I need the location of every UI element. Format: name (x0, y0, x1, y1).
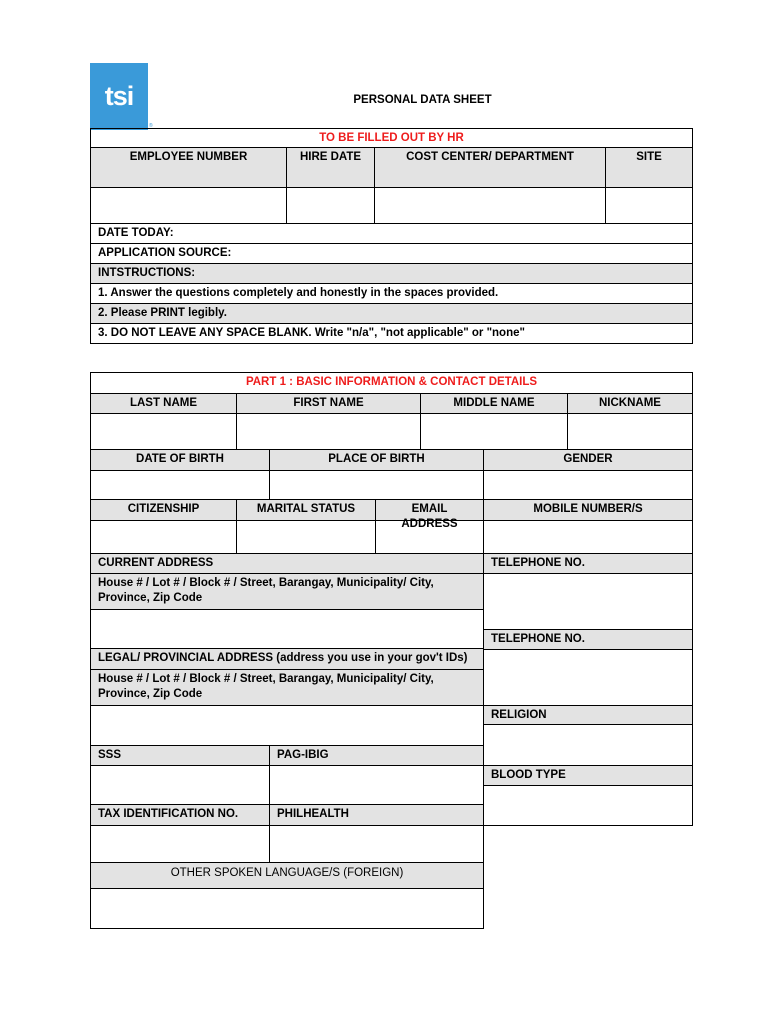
header-religion: RELIGION (483, 705, 693, 725)
marital-status-field[interactable] (236, 520, 376, 554)
cost-center-field[interactable] (374, 187, 606, 224)
instructions-header: INTSTRUCTIONS: (90, 263, 693, 284)
header-philhealth: PHILHEALTH (269, 804, 484, 826)
citizenship-field[interactable] (90, 520, 237, 554)
header-last-name: LAST NAME (90, 393, 237, 414)
header-mobile-numbers: MOBILE NUMBER/S (483, 499, 693, 521)
middle-name-field[interactable] (420, 413, 568, 450)
header-middle-name: MIDDLE NAME (420, 393, 568, 414)
header-blood-type: BLOOD TYPE (483, 765, 693, 786)
current-address-format: House # / Lot # / Block # / Street, Barangay, Municipality/ City, Province, Zip Code (90, 573, 484, 610)
page-title: PERSONAL DATA SHEET (353, 94, 492, 106)
mobile-numbers-field[interactable] (483, 520, 693, 554)
telephone-field[interactable] (483, 649, 693, 706)
trademark-mark: ® (149, 123, 153, 129)
header-gender: GENDER (483, 449, 693, 471)
blood-type-field[interactable] (483, 785, 693, 826)
place-of-birth-field[interactable] (269, 470, 484, 500)
header-telephone: TELEPHONE NO. (483, 553, 693, 574)
gender-field[interactable] (483, 470, 693, 500)
header-sss: SSS (90, 745, 270, 766)
header-legal-address: LEGAL/ PROVINCIAL ADDRESS (address you use in your gov't IDs) (90, 648, 484, 670)
header-telephone: TELEPHONE NO. (483, 629, 693, 650)
nickname-field[interactable] (567, 413, 693, 450)
last-name-field[interactable] (90, 413, 237, 450)
header-tin: TAX IDENTIFICATION NO. (90, 804, 270, 826)
header-place-of-birth: PLACE OF BIRTH (269, 449, 484, 471)
date-of-birth-field[interactable] (90, 470, 270, 500)
header-citizenship: CITIZENSHIP (90, 499, 237, 521)
telephone-field[interactable] (483, 573, 693, 630)
header-employee-number: EMPLOYEE NUMBER (90, 147, 287, 188)
instruction-item: 2. Please PRINT legibly. (90, 303, 693, 324)
header-hire-date: HIRE DATE (286, 147, 375, 188)
header-email-address: EMAIL ADDRESS (375, 499, 484, 521)
header-current-address: CURRENT ADDRESS (90, 553, 484, 574)
instruction-item: 1. Answer the questions completely and honestly in the spaces provided. (90, 283, 693, 304)
religion-field[interactable] (483, 724, 693, 766)
legal-address-field[interactable] (90, 705, 484, 746)
company-logo (90, 63, 148, 130)
application-source-field[interactable]: APPLICATION SOURCE: (90, 243, 693, 264)
hr-banner: TO BE FILLED OUT BY HR (90, 128, 693, 148)
header-nickname: NICKNAME (567, 393, 693, 414)
header-first-name: FIRST NAME (236, 393, 421, 414)
hire-date-field[interactable] (286, 187, 375, 224)
philhealth-field[interactable] (269, 825, 484, 863)
site-field[interactable] (605, 187, 693, 224)
legal-address-format: House # / Lot # / Block # / Street, Barangay, Municipality/ City, Province, Zip Code (90, 669, 484, 706)
header-marital-status: MARITAL STATUS (236, 499, 376, 521)
sss-field[interactable] (90, 765, 270, 805)
header-other-languages: OTHER SPOKEN LANGUAGE/S (FOREIGN) (90, 862, 484, 889)
header-cost-center: COST CENTER/ DEPARTMENT (374, 147, 606, 188)
email-address-field[interactable] (375, 520, 484, 554)
part1-banner: PART 1 : BASIC INFORMATION & CONTACT DETAILS (90, 372, 693, 394)
date-today-field[interactable]: DATE TODAY: (90, 223, 693, 244)
header-pagibig: PAG-IBIG (269, 745, 484, 766)
current-address-field[interactable] (90, 609, 484, 649)
logo-text: tsi (104, 81, 134, 111)
pagibig-field[interactable] (269, 765, 484, 805)
other-languages-field[interactable] (90, 888, 484, 929)
header-date-of-birth: DATE OF BIRTH (90, 449, 270, 471)
employee-number-field[interactable] (90, 187, 287, 224)
first-name-field[interactable] (236, 413, 421, 450)
header-site: SITE (605, 147, 693, 188)
instruction-item: 3. DO NOT LEAVE ANY SPACE BLANK. Write "n/a", "not applicable" or "none" (90, 323, 693, 344)
tin-field[interactable] (90, 825, 270, 863)
